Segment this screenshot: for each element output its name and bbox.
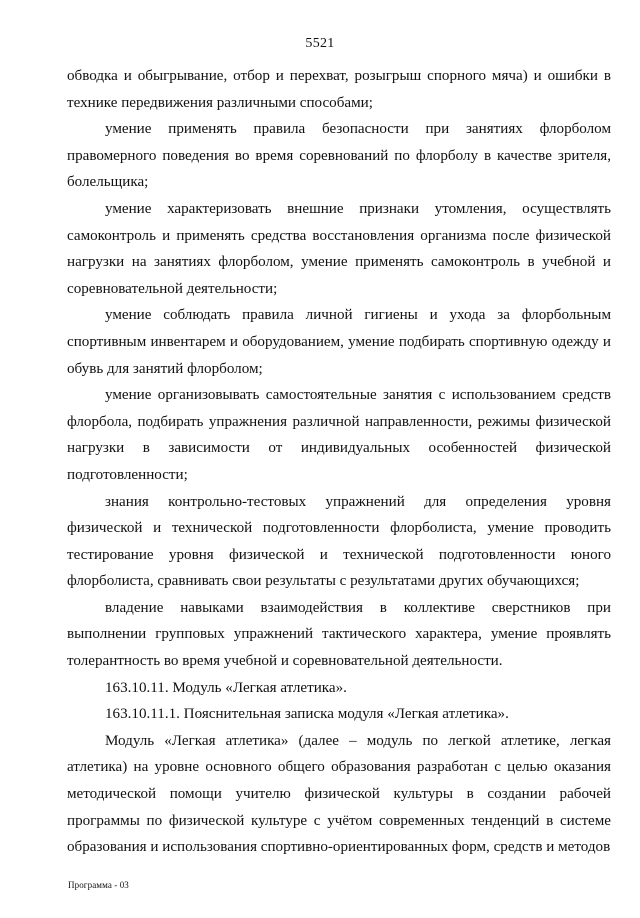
paragraph-safety-rules: умение применять правила безопасности при занятиях флорболом правомерного поведения во время соревнований по флорболу в качестве зрителя, болельщика; [67, 121, 611, 191]
document-body [67, 63, 611, 861]
paragraph-continuation: обводка и обыгрывание, отбор и перехват, розыгрыш спорного мяча) и ошибки в технике передвижения различными способами; [67, 68, 611, 111]
paragraph-independent-training: умение организовывать самостоятельные занятия с использованием средств флорбола, подбирать упражнения различной направленности, режимы физической нагрузки в зависимости от индивидуальных особенностей физической подготовленности; [67, 387, 611, 483]
page-number: 5521 [305, 36, 335, 51]
section-heading-athletics-module: 163.10.11. Модуль «Легкая атлетика». [105, 679, 347, 696]
subsection-heading-explanatory-note: 163.10.11.1. Пояснительная записка модуля «Легкая атлетика». [105, 706, 509, 723]
footer-program-label: Программа - 03 [68, 880, 129, 890]
paragraph-fatigue-signs: умение характеризовать внешние признаки утомления, осуществлять самоконтроль и применять средства восстановления организма после физической нагрузки на занятиях флорболом, умение применять самоконтроль в учебной и соревновательной деятельности; [67, 200, 611, 297]
paragraph-module-description: Модуль «Легкая атлетика» (далее – модуль по легкой атлетике, легкая атлетика) на уровне основного общего образования разработан с целью оказания методической помощи учителю физической культуры в создании рабочей программы по физической культуре с учётом современных тенденций в системе образования и использования спортивно-ориентированных форм, средств и методов [67, 732, 611, 856]
paragraph-hygiene: умение соблюдать правила личной гигиены и ухода за флорбольным спортивным инвентарем и оборудованием, умение подбирать спортивную одежду и обувь для занятий флорболом; [67, 307, 611, 377]
paragraph-teamwork: владение навыками взаимодействия в коллективе сверстников при выполнении групповых упражнений тактического характера, умение проявлять толерантность во время учебной и соревновательной деятельности. [67, 599, 611, 670]
paragraph-control-tests: знания контрольно-тестовых упражнений для определения уровня физической и технической подготовленности флорболиста, умение проводить тестирование уровня физической и технической подготовленности юного флорболиста, сравнивать свои результаты с результатами других обучающихся; [67, 493, 611, 590]
